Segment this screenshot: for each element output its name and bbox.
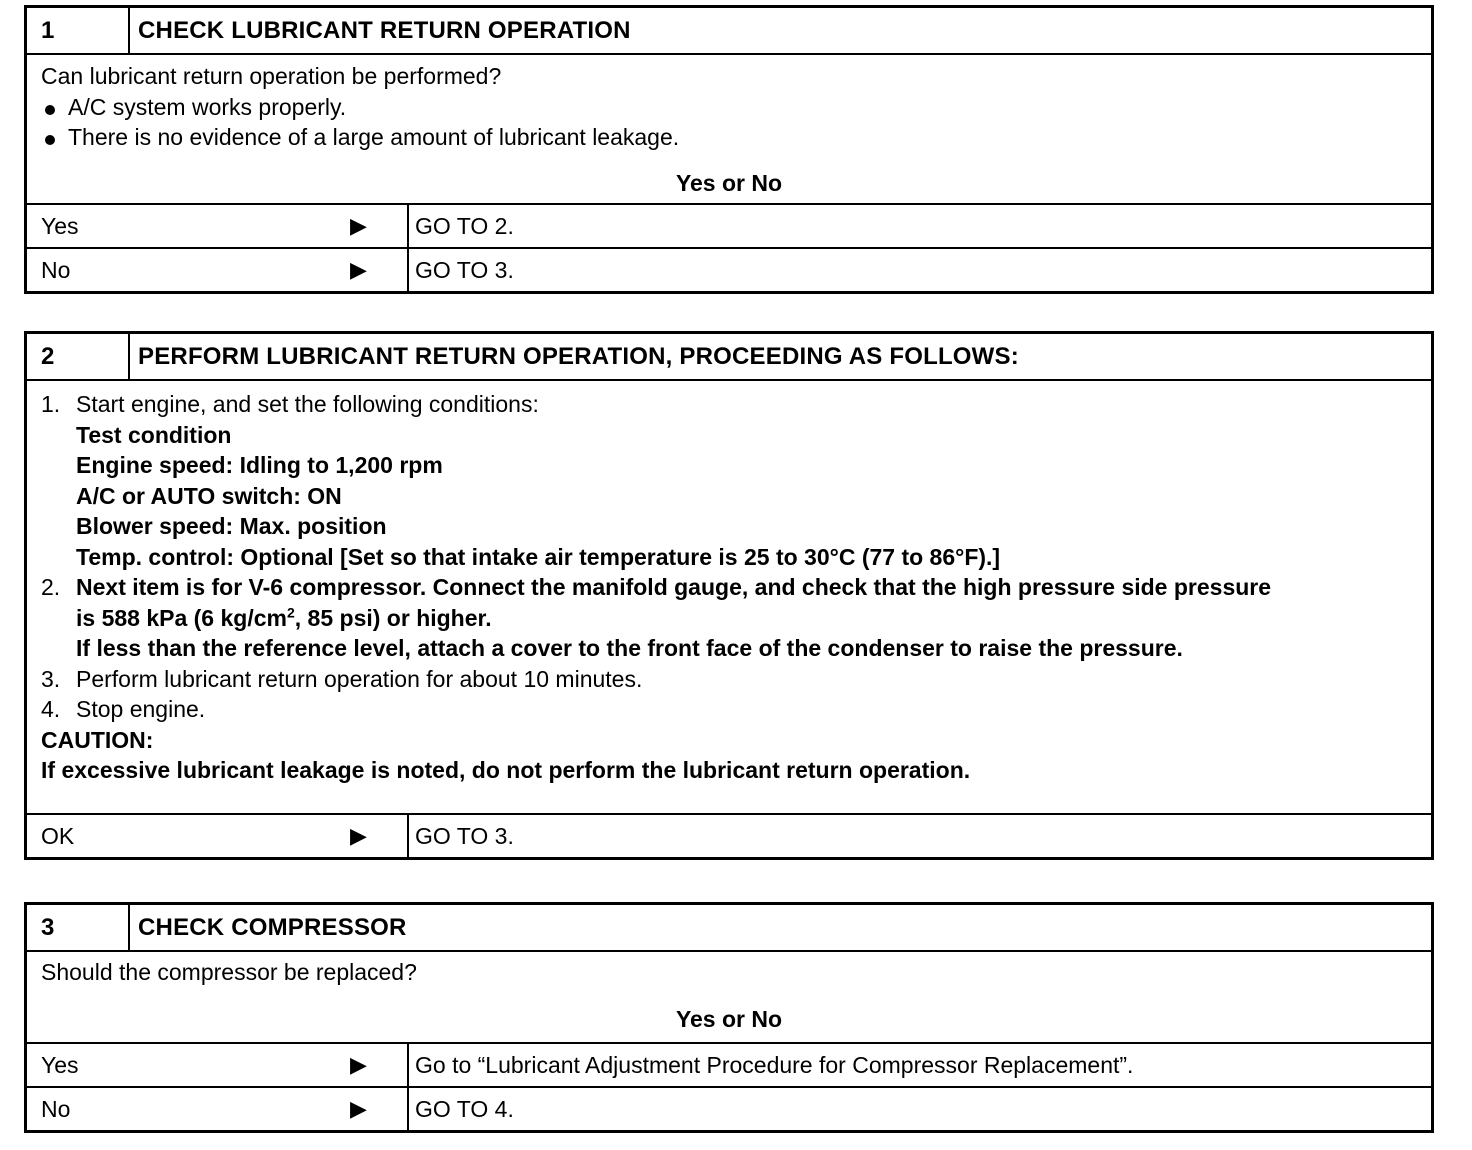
list-number: 3. (41, 665, 61, 692)
result-row-ok (27, 813, 1431, 857)
result-action: GO TO 3. (415, 823, 514, 849)
result-label: Yes (41, 1052, 79, 1078)
result-action: GO TO 3. (415, 257, 514, 283)
step-2-block (24, 331, 1434, 860)
result-label: No (41, 1096, 71, 1122)
condition-line: A/C or AUTO switch: ON (76, 482, 342, 509)
list-item (41, 389, 1417, 420)
result-row-yes (27, 1042, 1431, 1086)
step-1-block (24, 5, 1434, 294)
list-text-continued: If less than the reference level, attach a cover to the front face of the condenser to raise the pressure. (76, 635, 1183, 661)
arrow-right-icon: ▶ (350, 213, 367, 238)
step-2-header (27, 334, 1431, 381)
step-number: 3 (27, 905, 130, 950)
step-3-block (24, 902, 1434, 1133)
result-action: GO TO 2. (415, 213, 514, 239)
step-2-body (27, 381, 1431, 813)
arrow-right-icon: ▶ (350, 1096, 367, 1121)
question-text: Can lubricant return operation be performed? (41, 63, 502, 89)
superscript: 2 (286, 603, 295, 620)
list-item (41, 572, 1417, 603)
step-3-header (27, 905, 1431, 952)
list-item (41, 694, 1417, 725)
step-1-body (27, 55, 1431, 203)
result-action: GO TO 4. (415, 1096, 514, 1122)
caution-text: If excessive lubricant leakage is noted, do not perform the lubricant return operation. (41, 757, 971, 783)
question-text: Should the compressor be replaced? (41, 959, 417, 985)
bullet-item: There is no evidence of a large amount of lubricant leakage. (41, 122, 1417, 153)
arrow-right-icon: ▶ (350, 823, 367, 848)
list-number: 2. (41, 574, 61, 600)
result-row-no (27, 247, 1431, 291)
list-text-continued (41, 603, 1417, 634)
caution-label: CAUTION: (41, 726, 154, 753)
list-text: Stop engine. (76, 696, 206, 722)
condition-line: Blower speed: Max. position (76, 513, 387, 539)
bullet-item: A/C system works properly. (41, 92, 1417, 123)
step-1-header (27, 8, 1431, 55)
result-row-no (27, 1086, 1431, 1130)
step-title: CHECK LUBRICANT RETURN OPERATION (138, 17, 631, 44)
list-number: 1. (41, 391, 61, 417)
step-3-body (27, 952, 1431, 1042)
step-title: PERFORM LUBRICANT RETURN OPERATION, PROCEEDING AS FOLLOWS: (138, 343, 1019, 370)
step-number: 1 (27, 8, 130, 53)
result-row-yes (27, 203, 1431, 247)
result-label: OK (41, 823, 75, 849)
list-number: 4. (41, 696, 61, 722)
arrow-right-icon: ▶ (350, 257, 367, 282)
pressure-text: is 588 kPa (6 kg/cm (76, 604, 287, 631)
step-title: CHECK COMPRESSOR (138, 914, 407, 941)
step-number: 2 (27, 334, 130, 379)
condition-line: Temp. control: Optional [Set so that intake air temperature is 25 to 30°C (77 to 86°F).] (76, 543, 1001, 570)
result-action: Go to “Lubricant Adjustment Procedure for Compressor Replacement”. (415, 1052, 1134, 1078)
result-label: Yes (41, 213, 79, 239)
yes-or-no-prompt: Yes or No (675, 169, 783, 196)
list-text: Next item is for V-6 compressor. Connect the manifold gauge, and check that the high pressure side pressure (76, 574, 1272, 600)
yes-or-no-prompt: Yes or No (675, 1005, 783, 1032)
arrow-right-icon: ▶ (350, 1052, 367, 1077)
result-label: No (41, 257, 71, 283)
list-text: Perform lubricant return operation for about 10 minutes. (76, 665, 643, 692)
condition-line: Engine speed: Idling to 1,200 rpm (76, 452, 443, 478)
condition-line: Test condition (76, 421, 232, 448)
pressure-text: , 85 psi) or higher. (294, 604, 492, 631)
list-text: Start engine, and set the following conditions: (76, 391, 539, 417)
list-item (41, 664, 1417, 695)
